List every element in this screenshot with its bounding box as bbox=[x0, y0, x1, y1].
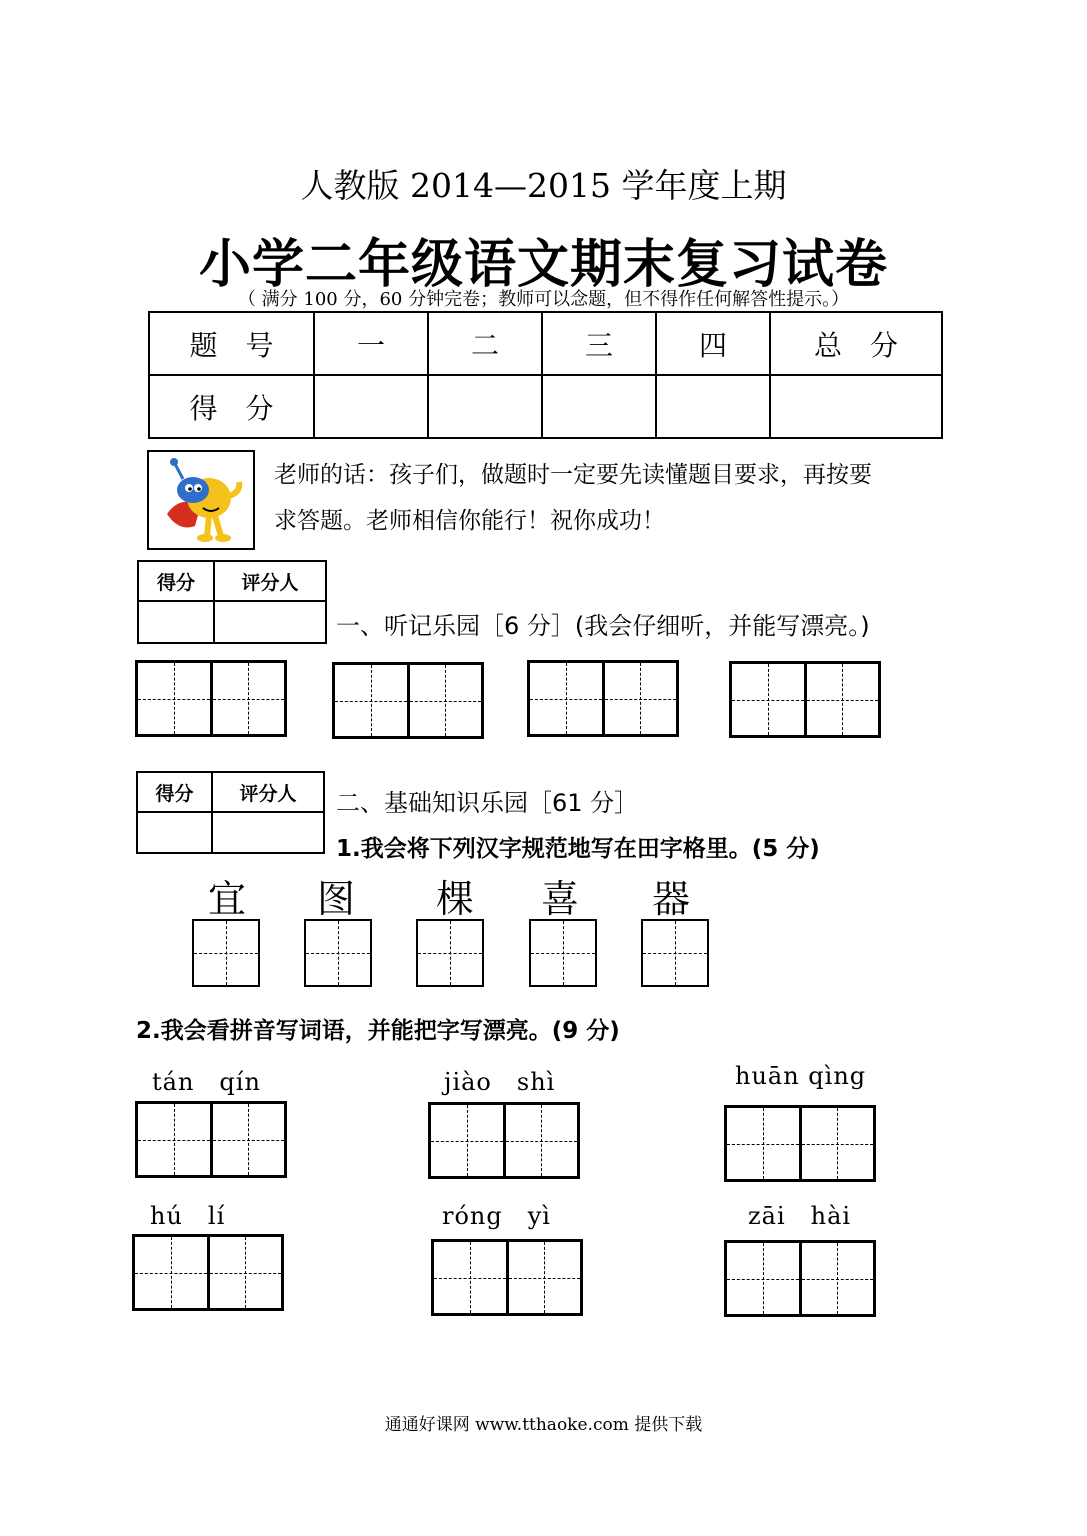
score-cell[interactable] bbox=[656, 375, 770, 438]
grader-score-cell[interactable] bbox=[137, 812, 212, 853]
model-character: 宜 bbox=[207, 877, 246, 921]
pinyin-label: jiào shì bbox=[444, 1068, 556, 1096]
grader-box-section1 bbox=[137, 560, 327, 644]
score-header-3: 三 bbox=[542, 312, 656, 375]
score-cell[interactable] bbox=[428, 375, 542, 438]
section2-title: 二、基础知识乐园［61 分］ bbox=[336, 789, 639, 817]
grader-box-section2 bbox=[136, 771, 325, 854]
model-character: 图 bbox=[316, 877, 355, 921]
teacher-message-line: 求答题。老师相信你能行！祝你成功！ bbox=[274, 508, 665, 534]
mascot-icon bbox=[149, 452, 253, 548]
exam-instructions: （ 满分 100 分，60 分钟完卷；教师可以念题，但不得作任何解答性提示。） bbox=[237, 289, 850, 310]
teacher-message bbox=[274, 452, 954, 544]
mascot-image bbox=[147, 450, 255, 550]
grader-score-cell[interactable] bbox=[138, 601, 214, 643]
section1-title: 一、听记乐园［6 分］(我会仔细听，并能写漂亮。) bbox=[336, 612, 870, 640]
writing-grid[interactable] bbox=[527, 660, 679, 737]
character-grid[interactable] bbox=[192, 919, 260, 987]
score-cell[interactable] bbox=[542, 375, 656, 438]
score-row-label: 得 分 bbox=[149, 375, 314, 438]
footer-source: 通通好课网 www.tthaoke.com 提供下载 bbox=[384, 1415, 703, 1435]
writing-grid[interactable] bbox=[729, 661, 881, 738]
exam-title: 小学二年级语文期末复习试卷 bbox=[198, 235, 888, 295]
question2-prompt: 2.我会看拼音写词语，并能把字写漂亮。(9 分) bbox=[136, 1018, 620, 1044]
grader-score-label: 得分 bbox=[137, 772, 212, 812]
character-grid[interactable] bbox=[304, 919, 372, 987]
word-grid[interactable] bbox=[132, 1234, 284, 1311]
word-grid[interactable] bbox=[724, 1105, 876, 1182]
score-header-4: 四 bbox=[656, 312, 770, 375]
writing-grid[interactable] bbox=[135, 660, 287, 737]
exam-edition: 人教版 2014—2015 学年度上期 bbox=[300, 166, 787, 205]
model-character: 喜 bbox=[540, 877, 579, 921]
score-table bbox=[148, 311, 943, 439]
teacher-message-line: 老师的话：孩子们，做题时一定要先读懂题目要求，再按要 bbox=[274, 462, 872, 488]
character-grid[interactable] bbox=[529, 919, 597, 987]
character-grid[interactable] bbox=[416, 919, 484, 987]
score-header-1: 一 bbox=[314, 312, 428, 375]
model-character: 器 bbox=[651, 877, 690, 921]
score-cell[interactable] bbox=[314, 375, 428, 438]
grader-reviewer-label: 评分人 bbox=[212, 772, 324, 812]
writing-grid[interactable] bbox=[332, 662, 484, 739]
pinyin-label: róng yì bbox=[442, 1202, 551, 1230]
pinyin-label: zāi hài bbox=[748, 1202, 852, 1230]
word-grid[interactable] bbox=[428, 1102, 580, 1179]
score-header-total: 总 分 bbox=[770, 312, 942, 375]
character-grid[interactable] bbox=[641, 919, 709, 987]
word-grid[interactable] bbox=[135, 1101, 287, 1178]
pinyin-label: tán qín bbox=[152, 1068, 261, 1096]
model-character: 棵 bbox=[435, 877, 474, 921]
grader-reviewer-label: 评分人 bbox=[214, 561, 326, 601]
pinyin-label: hú lí bbox=[150, 1202, 226, 1230]
score-header-label: 题 号 bbox=[149, 312, 314, 375]
question1-prompt: 1.我会将下列汉字规范地写在田字格里。(5 分) bbox=[336, 836, 820, 862]
pinyin-label: huān qìng bbox=[735, 1062, 867, 1090]
word-grid[interactable] bbox=[724, 1240, 876, 1317]
score-header-2: 二 bbox=[428, 312, 542, 375]
grader-reviewer-cell[interactable] bbox=[212, 812, 324, 853]
word-grid[interactable] bbox=[431, 1239, 583, 1316]
score-cell-total[interactable] bbox=[770, 375, 942, 438]
grader-score-label: 得分 bbox=[138, 561, 214, 601]
grader-reviewer-cell[interactable] bbox=[214, 601, 326, 643]
